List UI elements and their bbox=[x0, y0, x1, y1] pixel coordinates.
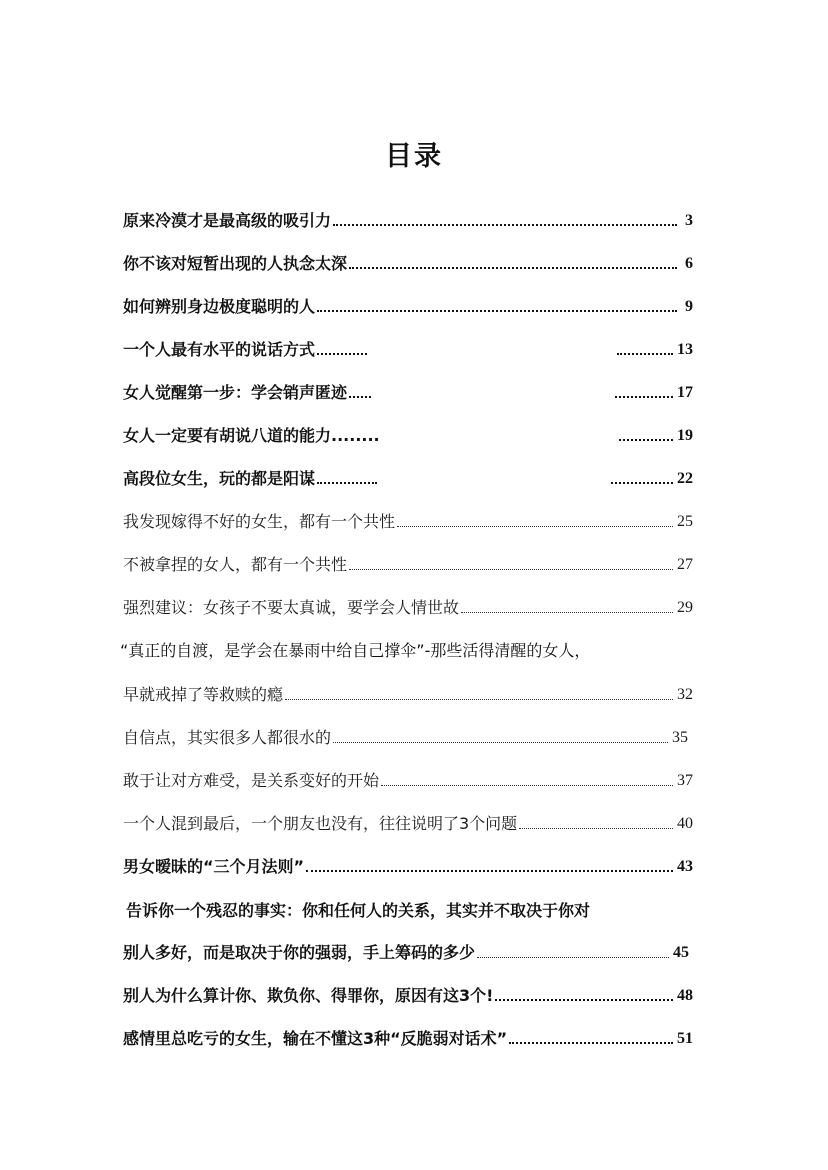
toc-entry[interactable] bbox=[123, 721, 688, 749]
toc-entry[interactable] bbox=[123, 850, 693, 878]
toc-entry[interactable] bbox=[123, 419, 693, 447]
toc-entry-title: 原来冷漠才是最高级的吸引力 bbox=[123, 211, 332, 230]
toc-entry-page: 27 bbox=[677, 556, 693, 573]
leader-dots bbox=[519, 828, 673, 829]
toc-entry-title: 一个人混到最后，一个朋友也没有，往往说明了3个问题 bbox=[123, 814, 518, 833]
leader-dots bbox=[461, 612, 673, 613]
toc-entry-page: 40 bbox=[677, 815, 693, 832]
toc-entry[interactable] bbox=[123, 936, 689, 964]
toc-entry-title: 你不该对短暂出现的人执念太深 bbox=[123, 254, 348, 273]
toc-entry-page: 29 bbox=[677, 599, 693, 616]
toc-entry-title: 别人为什么算计你、欺负你、得罪你，原因有这3个! bbox=[123, 986, 494, 1005]
toc-entry-page: 3 bbox=[685, 212, 693, 229]
toc-entry-page: 19 bbox=[677, 427, 693, 444]
toc-entry[interactable] bbox=[123, 979, 693, 1007]
toc-entry-title-line[interactable]: 告诉你一个残忍的事实：你和任何人的关系，其实并不取决于你对 bbox=[126, 901, 591, 920]
toc-entry-page: 13 bbox=[677, 341, 693, 358]
leader-dots bbox=[381, 785, 673, 786]
toc-entry[interactable] bbox=[123, 462, 693, 490]
toc-entry[interactable] bbox=[123, 505, 693, 533]
toc-entry-title: 高段位女生，玩的都是阳谋 bbox=[123, 469, 316, 488]
toc-entry-title: 女人一定要有胡说八道的能力........ bbox=[123, 426, 380, 445]
leader-dots bbox=[397, 526, 673, 527]
toc-entry-page: 9 bbox=[685, 298, 693, 315]
toc-entry[interactable] bbox=[123, 764, 693, 792]
leader-dots bbox=[317, 310, 677, 312]
toc-entry-title: 一个人最有水平的说话方式 bbox=[123, 340, 316, 359]
leader-dots bbox=[615, 396, 673, 398]
leader-dots bbox=[333, 742, 668, 743]
toc-entry-page: 35 bbox=[672, 729, 688, 746]
toc-entry-title: 如何辨别身边极度聪明的人 bbox=[123, 297, 316, 316]
leader-dots bbox=[619, 439, 673, 441]
toc-entry[interactable] bbox=[123, 247, 693, 275]
toc-entry[interactable] bbox=[123, 807, 693, 835]
toc-entry[interactable] bbox=[123, 333, 693, 361]
toc-entry[interactable] bbox=[123, 1022, 693, 1050]
toc-entry-title: 敢于让对方难受，是关系变好的开始 bbox=[123, 771, 380, 790]
toc-entry-title: 男女暧昧的“三个月法则” bbox=[123, 857, 305, 876]
toc-entry[interactable] bbox=[123, 290, 693, 318]
leader-dots bbox=[285, 699, 673, 700]
leader-dots bbox=[617, 353, 673, 355]
toc-entry-title: 别人多好，而是取决于你的强弱，手上筹码的多少 bbox=[123, 943, 476, 962]
toc-entry-page: 37 bbox=[677, 772, 693, 789]
toc-entry-page: 48 bbox=[677, 987, 693, 1004]
page-title: 目录 bbox=[385, 141, 443, 172]
leader-dots bbox=[495, 999, 673, 1001]
toc-entry-title: 自信点，其实很多人都很水的 bbox=[123, 728, 332, 747]
leader-dots bbox=[349, 396, 371, 398]
leader-dots bbox=[317, 482, 377, 484]
toc-entry[interactable] bbox=[123, 548, 693, 576]
toc-entry-title: 女人觉醒第一步：学会销声匿迹 bbox=[123, 383, 348, 402]
leader-dots bbox=[317, 353, 367, 355]
toc-entry-page: 45 bbox=[673, 944, 689, 961]
toc-entry-page: 6 bbox=[685, 255, 693, 272]
leader-dots bbox=[306, 870, 673, 872]
toc-entry[interactable] bbox=[123, 376, 693, 404]
toc-entry[interactable] bbox=[123, 591, 693, 619]
leader-dots bbox=[477, 957, 669, 958]
toc-entry-page: 43 bbox=[677, 858, 693, 875]
toc-entry-title-line[interactable]: “真正的自渡，是学会在暴雨中给自己撑伞”-那些活得清醒的女人， bbox=[120, 641, 591, 660]
toc-entry[interactable] bbox=[123, 204, 693, 232]
toc-entry-page: 51 bbox=[677, 1030, 693, 1047]
leader-dots bbox=[509, 1042, 673, 1044]
leader-dots bbox=[333, 224, 677, 226]
leader-dots bbox=[349, 267, 677, 269]
toc-entry-title: 强烈建议：女孩子不要太真诚，要学会人情世故 bbox=[123, 598, 460, 617]
leader-dots bbox=[349, 569, 673, 570]
toc-entry-page: 17 bbox=[677, 384, 693, 401]
toc-entry-title: 感情里总吃亏的女生，输在不懂这3种“反脆弱对话术” bbox=[123, 1029, 508, 1048]
toc-entry-page: 22 bbox=[677, 470, 693, 487]
toc-entry-title: 我发现嫁得不好的女生，都有一个共性 bbox=[123, 512, 396, 531]
leader-dots bbox=[611, 482, 673, 484]
toc-entry-title: 不被拿捏的女人，都有一个共性 bbox=[123, 555, 348, 574]
toc-entry-page: 25 bbox=[677, 513, 693, 530]
toc-entry[interactable] bbox=[123, 678, 693, 706]
toc-entry-title: 早就戒掉了等救赎的瘾 bbox=[123, 685, 284, 704]
toc-entry-page: 32 bbox=[677, 686, 693, 703]
